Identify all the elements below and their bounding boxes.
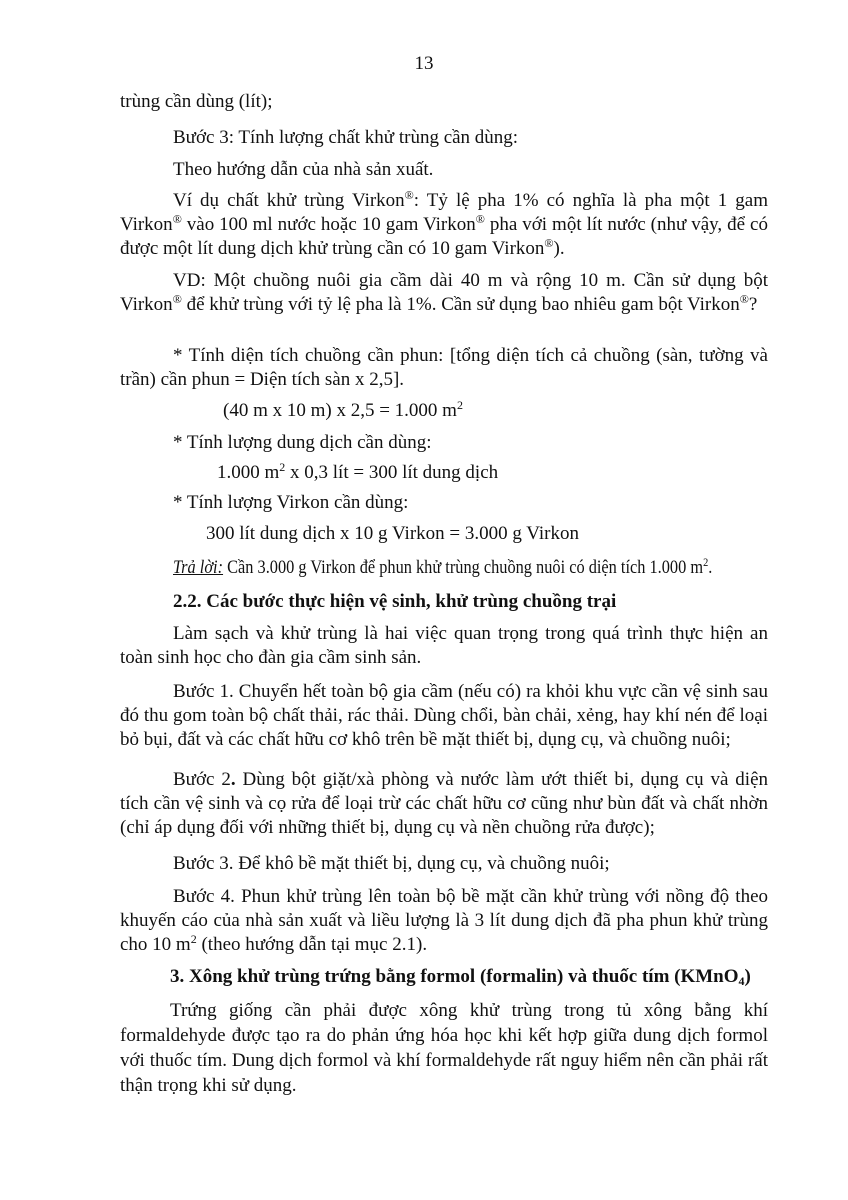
square-mark: 2	[279, 460, 286, 474]
step-2-text: Dùng bột giặt/xà phòng và nước làm ướt thiết bi, dụng cụ và diện tích cần vệ sinh và cọ rửa để loại trừ các chất hữu cơ cũng như bùn đất và chất nhờn (chỉ áp dụng đối với những thiết bị, dụng cụ và nền chuồng rửa được);	[120, 769, 769, 838]
section-2-2-step-3: Bước 3. Để khô bề mặt thiết bị, dụng cụ, và chuồng nuôi;	[173, 853, 610, 874]
registered-mark: ®	[739, 292, 749, 306]
manufacturer-note: Theo hướng dẫn của nhà sản xuất.	[173, 159, 434, 180]
example-virkon-text-3: vào 100 ml nước hoặc 10 gam Virkon	[181, 214, 476, 235]
step-2-label: Bước 2	[173, 769, 231, 790]
vd-problem-text-1: VD: Một chuồng nuôi gia cầm dài 40 m và rộng 10 m. Cần sử dụng bột Virkon	[120, 270, 768, 315]
registered-mark: ®	[172, 292, 182, 306]
answer-label: Trả lời:	[173, 557, 224, 578]
section-2-2-step-2	[120, 768, 768, 840]
registered-mark: ®	[404, 188, 414, 202]
section-2-2-heading: 2.2. Các bước thực hiện vệ sinh, khử trùng chuồng trại	[173, 591, 617, 612]
calc-area-equation	[120, 399, 768, 423]
answer-end: .	[708, 557, 713, 578]
answer-content	[173, 556, 712, 580]
step-4-text-a: Bước 4. Phun khử trùng lên toàn bộ bề mặt cần khử trùng với nồng độ theo khuyến cáo của nhà sản xuất và liều lượng là 3 lít dung dịch đã pha phun khử trùng cho 10 m	[120, 886, 768, 955]
paragraph-unit: trùng cần dùng (lít);	[120, 91, 273, 112]
page-number: 13	[414, 53, 434, 74]
step-4-text-b: (theo hướng dẫn tại mục 2.1).	[196, 934, 428, 955]
calc-virkon-title: * Tính lượng Virkon cần dùng:	[173, 492, 409, 513]
registered-mark: ®	[475, 212, 485, 226]
answer-line	[120, 556, 768, 580]
registered-mark: ®	[172, 212, 182, 226]
section-3-paragraph: Trứng giống cần phải được xông khử trùng trong tủ xông bằng khí formaldehyde được tạo ra do phản ứng hóa học khi kết hợp giữa dung dịch formol với thuốc tím. Dung dịch formol và khí formaldehyde rất nguy hiểm nên cần phải rất thận trọng khi sử dụng.	[120, 1000, 768, 1096]
square-mark: 2	[190, 932, 197, 946]
step-2-dot: .	[230, 769, 236, 790]
vd-problem-paragraph	[120, 269, 768, 317]
vd-problem-text-2: để khử trùng với tỷ lệ pha là 1%. Cần sử dụng bao nhiêu gam bột Virkon	[181, 294, 740, 315]
calc-area-equation-text: (40 m x 10 m) x 2,5 = 1.000 m	[223, 400, 457, 421]
step-3-title: Bước 3: Tính lượng chất khử trùng cần dùng:	[173, 127, 519, 148]
calc-virkon-equation: 300 lít dung dịch x 10 g Virkon = 3.000 g Virkon	[206, 523, 579, 544]
calc-area-title: * Tính diện tích chuồng cần phun: [tổng diện tích cả chuồng (sàn, tường và trần) cần phun = Diện tích sàn x 2,5].	[120, 345, 768, 390]
square-mark: 2	[703, 555, 709, 569]
calc-solution-title: * Tính lượng dung dịch cần dùng:	[173, 432, 432, 453]
vd-problem-text-3: ?	[748, 294, 758, 315]
square-mark: 2	[456, 398, 463, 412]
example-virkon-text-2: : Tỷ lệ pha 1% có nghĩa là pha một 1 gam Virkon	[120, 190, 768, 235]
answer-text: Cần 3.000 g Virkon để phun khử trùng chuồng nuôi có diện tích 1.000 m	[223, 557, 704, 578]
section-3-heading-b: )	[744, 966, 751, 987]
section-3-heading	[120, 965, 768, 989]
calc-solution-equation-b: x 0,3 lít = 300 lít dung dịch	[285, 462, 499, 483]
example-virkon-text-1: Ví dụ chất khử trùng Virkon	[173, 190, 405, 211]
example-virkon-text-5: ).	[553, 238, 565, 259]
registered-mark: ®	[544, 236, 554, 250]
section-2-2-step-1: Bước 1. Chuyển hết toàn bộ gia cầm (nếu có) ra khỏi khu vực cần vệ sinh sau đó thu gom toàn bộ chất thải, rác thải. Dùng chổi, bàn chải, xẻng, hay khí nén để loại bỏ bụi, đất và các chất hữu cơ khô trên bề mặt thiết bị, dụng cụ, và chuồng nuôi;	[120, 681, 768, 750]
section-3-heading-a: 3. Xông khử trùng trứng bằng formol (formalin) và thuốc tím (KMnO	[170, 966, 739, 987]
calc-solution-equation	[120, 461, 768, 485]
calc-solution-equation-a: 1.000 m	[217, 462, 280, 483]
subscript-four: 4	[738, 974, 745, 988]
section-2-2-intro: Làm sạch và khử trùng là hai việc quan trọng trong quá trình thực hiện an toàn sinh học cho đàn gia cầm sinh sản.	[120, 623, 768, 668]
example-virkon-text-4: pha với một lít nước (như vậy, để có được một lít dung dịch khử trùng cần có 10 gam Virkon	[120, 214, 768, 259]
example-virkon-paragraph	[120, 189, 768, 261]
section-2-2-step-4	[120, 885, 768, 957]
